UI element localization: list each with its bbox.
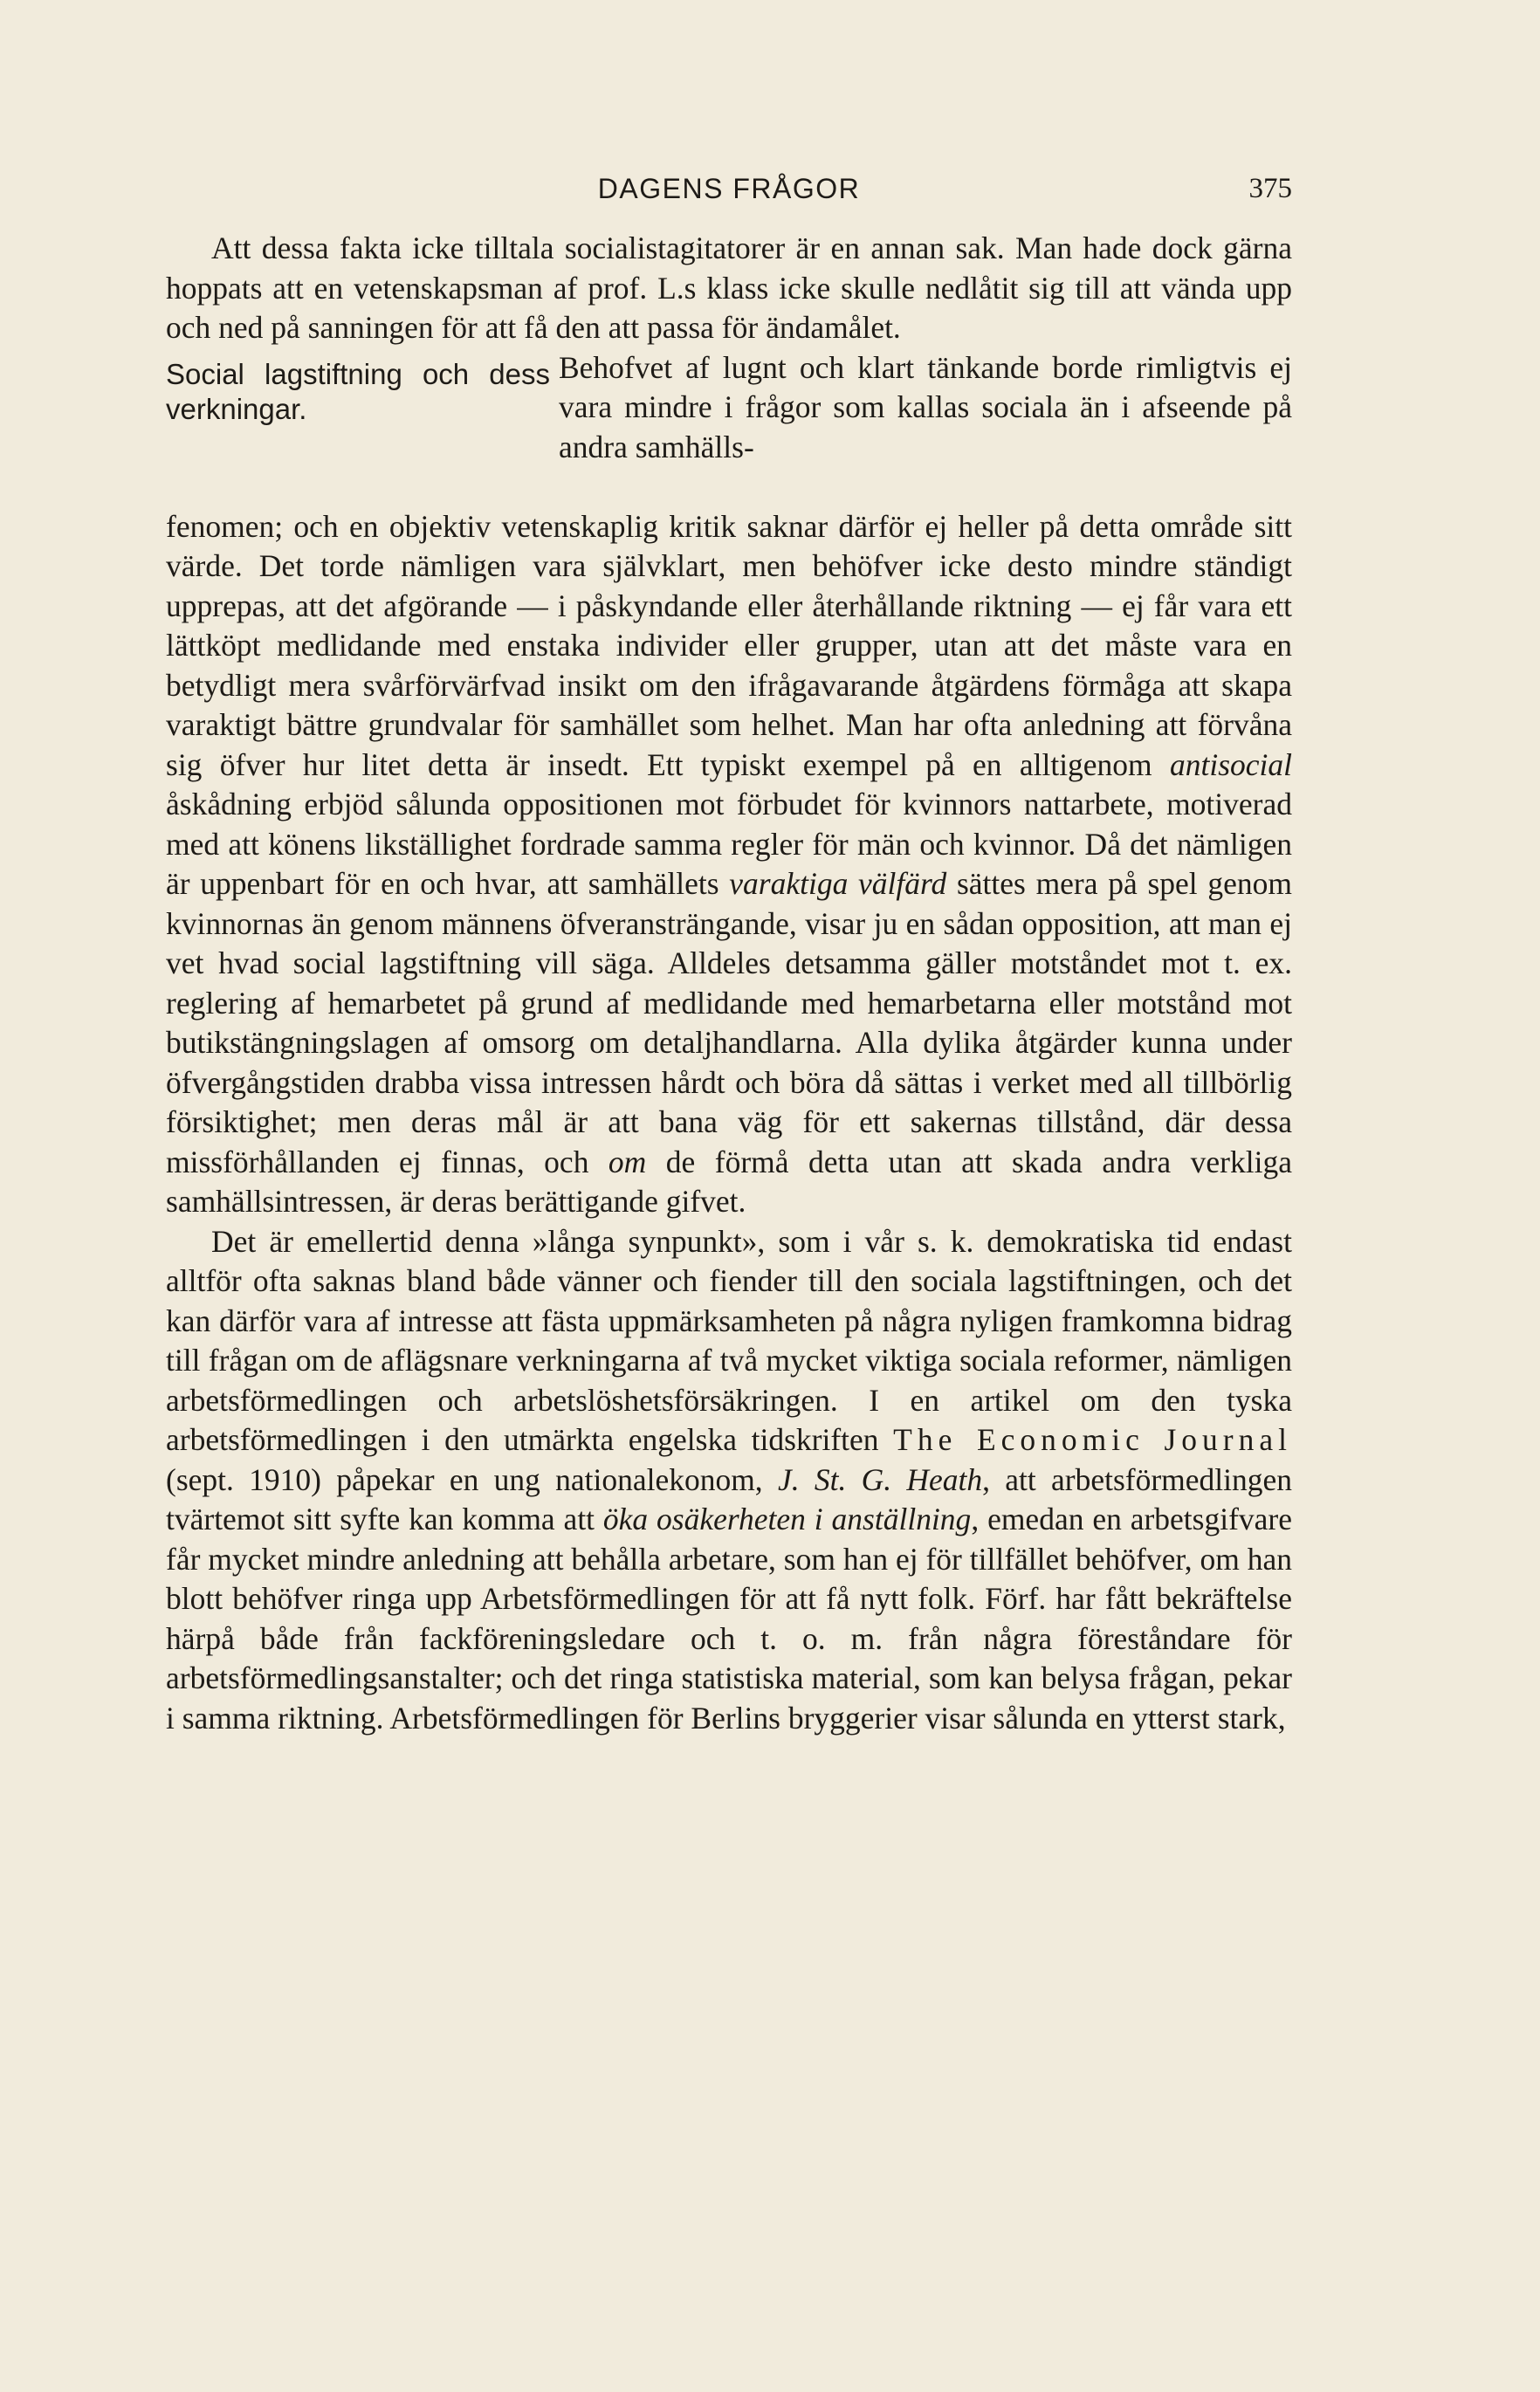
author-name: J. St. G. Heath	[777, 1461, 983, 1497]
page-number: 375	[1248, 173, 1292, 204]
sidenote-heading: Social lagstiftning och dess verkningar.	[166, 357, 550, 425]
emphasis-okad-osakerhet: öka osäkerheten i anställning	[602, 1502, 972, 1536]
paragraph-2-text-c: sättes mera på spel genom kvinnornas än genom männens öfveransträngande, visar ju en sådan opposition, att man ej vet hvad social lagstiftning vill säga. Alldeles detsamma gäller motståndet mot t. ex. reglering af hemarbetet på grund af medlidande med hemarbetarna eller motstånd mot butikstängningslagen af omsorg om detaljhandlarna. Alla dylika åtgärder kunna under öfvergångstiden drabba vissa intressen hårdt och böra då sättas i verket med all tillbörlig försiktighet; men deras mål är att bana väg för ett sakernas tillstånd, där dessa missförhållanden ej finnas, och	[166, 866, 1292, 1179]
sidenote-block	[166, 348, 1292, 507]
page-header	[166, 173, 1292, 217]
emphasis-om: om	[608, 1144, 647, 1179]
paragraph-3-text-a: Det är emellertid denna »långa synpunkt», som i vår s. k. demokratiska tid endast alltför ofta saknas bland både vänner och fiender till den sociala lagstiftningen, och det kan därför vara af intresse att fästa uppmärksamheten på några nyligen framkomna bidrag till frågan om de aflägsnare verkningarna af två mycket viktiga sociala reformer, nämligen arbetsförmedlingen och arbetslöshetsförsäkringen. I en artikel om den tyska arbetsförmedlingen i den utmärkta engelska tidskriften	[166, 1223, 1292, 1457]
paragraph-3	[166, 1222, 1292, 1739]
body-text	[166, 229, 1292, 1738]
paragraph-2-text-a: fenomen; och en objektiv vetenskaplig kritik saknar därför ej heller på detta område sitt värde. Det torde nämligen vara självklart, men behöfver icke desto mindre ständigt upprepas, att det afgörande — i påskyndande eller återhållande riktning — ej får vara ett lättköpt medlidande med enstaka individer eller grupper, utan att det måste vara en betydligt mera svårförvärfvad insikt om den ifrågavarande åtgärdens förmåga att skapa varaktigt bättre grundvalar för samhället som helhet. Man har ofta anledning att förvåna sig öfver hur litet detta är insedt. Ett typiskt exempel på en alltigenom	[166, 508, 1292, 782]
paragraph-1: Att dessa fakta icke tilltala socialistagitatorer är en annan sak. Man hade dock gärna hoppats att en vetenskapsman af prof. L.s klass icke skulle nedlåtit sig till att vända upp och ned på sanningen för att få den att passa för ändamålet.	[166, 230, 1292, 345]
paragraph-2-text-d: de förmå detta utan att skada andra verkliga samhällsintressen, är deras berättigande gifvet.	[166, 1144, 1292, 1219]
paragraph-2	[166, 507, 1292, 1222]
paragraph-3-text-c: , att arbetsförmedlingen tvärtemot sitt syfte kan komma att	[166, 1461, 1293, 1536]
emphasis-varaktiga-valfard: varaktiga välfärd	[729, 866, 947, 901]
paragraph-3-text-b: (sept. 1910) påpekar en ung nationalekonom,	[166, 1461, 778, 1497]
journal-title: The Economic Journal	[893, 1422, 1293, 1457]
paragraph-3-text-d: , emedan en arbetsgifvare får mycket mindre anledning att behålla arbetare, som han ej för tillfället behöfver, om han blott behöfver ringa upp Arbetsförmedlingen för att få nytt folk. Förf. har fått bekräftelse härpå både från fackföreningsledare och t. o. m. från några föreståndare för arbetsförmedlingsanstalter; och det ringa statistiska material, som kan belysa frågan, pekar i samma riktning. Arbetsförmedlingen för Berlins bryggerier visar sålunda en ytterst stark,	[166, 1502, 1292, 1736]
paragraph-2-text-b: åskådning erbjöd sålunda oppositionen mot förbudet för kvinnors nattarbete, motiverad med att könens likställighet fordrade samma regler för män och kvinnor. Då det nämligen är uppenbart för en och hvar, att samhällets	[166, 787, 1292, 901]
emphasis-antisocial: antisocial	[1169, 746, 1292, 782]
sidenote-paragraph-start: Behofvet af lugnt och klart tänkande borde rimligtvis ej vara mindre i frågor som kallas sociala än i afseende på andra samhälls-	[559, 349, 1292, 464]
running-title: DAGENS FRÅGOR	[597, 173, 861, 204]
